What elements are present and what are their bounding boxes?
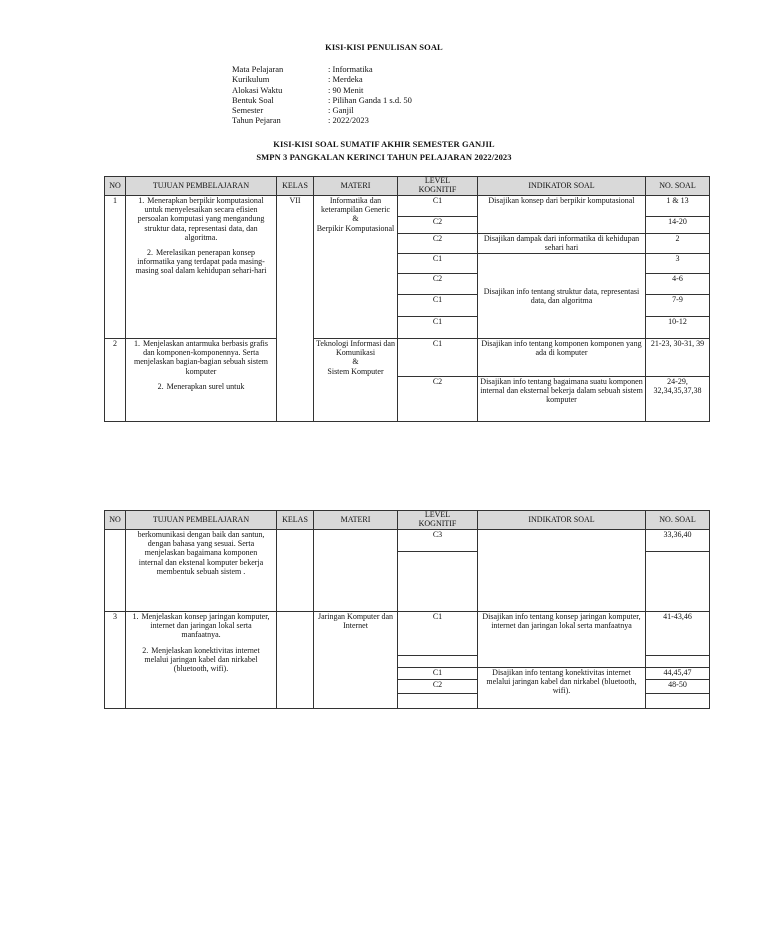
info-value: : Pilihan Ganda 1 s.d. 50 <box>328 94 412 105</box>
header-no: NO <box>105 177 126 196</box>
cell-nosoal: 3 <box>646 254 710 274</box>
table-row <box>105 196 710 217</box>
cell-indikator <box>478 530 646 612</box>
cell-level: C1 <box>398 339 478 377</box>
info-value: : Merdeka <box>328 74 363 85</box>
cell-nosoal <box>646 552 710 612</box>
cell-level: C1 <box>398 668 478 680</box>
cell-no <box>105 530 126 612</box>
cell-tujuan <box>126 196 277 339</box>
info-value: : 90 Menit <box>328 84 364 95</box>
tujuan-item: 2. Merelasikan penerapan konsep informatika yang terdapat pada masing-masing soal dalam kehidupan sehari-hari <box>135 248 267 276</box>
info-label: Tahun Pejaran <box>232 115 281 126</box>
cell-indikator: Disajikan info tentang struktur data, representasi data, dan algoritma <box>478 254 646 339</box>
table-row <box>105 339 710 377</box>
cell-nosoal: 7-9 <box>646 295 710 317</box>
cell-level: C2 <box>398 680 478 694</box>
cell-level: C2 <box>398 217 478 234</box>
cell-nosoal: 48-50 <box>646 680 710 694</box>
info-block <box>232 64 412 126</box>
cell-level: C1 <box>398 295 478 317</box>
info-row <box>232 95 412 105</box>
header-level-line2: KOGNITIF <box>418 185 457 194</box>
tujuan-item: 1. Menjelaskan konsep jaringan komputer, internet dan jaringan lokal serta manfaatnya. <box>132 612 270 640</box>
table-row <box>105 612 710 656</box>
cell-indikator: Disajikan dampak dari informatika di kehidupan sehari hari <box>478 234 646 254</box>
info-label: Semester <box>232 105 264 116</box>
cell-kelas <box>277 612 314 709</box>
header-kelas: KELAS <box>277 177 314 196</box>
tujuan-item: 2. Menjelaskan konektivitas internet melalui jaringan kabel dan nirkabel (bluetooth, wifi). <box>142 645 260 674</box>
cell-level: C1 <box>398 196 478 217</box>
header-no: NO <box>105 511 126 530</box>
cell-nosoal: 4-6 <box>646 274 710 295</box>
cell-indikator: Disajikan konsep dari berpikir komputasional <box>478 196 646 234</box>
info-value: : Ganjil <box>328 105 354 116</box>
header-materi: MATERI <box>314 511 398 530</box>
cell-nosoal: 1 & 13 <box>646 196 710 217</box>
cell-no: 2 <box>105 339 126 422</box>
header-tujuan: TUJUAN PEMBELAJARAN <box>126 511 277 530</box>
header-indikator: INDIKATOR SOAL <box>478 177 646 196</box>
cell-level: C1 <box>398 254 478 274</box>
cell-tujuan: berkomunikasi dengan baik dan santun, dengan bahasa yang sesuai. Serta menjelaskan bagaimana komponen internal dan ekstenal komputer bekerja membentuk sebuah sistem . <box>126 530 277 612</box>
info-label: Mata Pelajaran <box>232 64 284 74</box>
cell-nosoal: 41-43,46 <box>646 612 710 656</box>
cell-indikator: Disajikan info tentang konsep jaringan komputer, internet dan jaringan lokal serta manfaatnya <box>478 612 646 668</box>
header-nosoal: NO. SOAL <box>646 177 710 196</box>
cell-level <box>398 552 478 612</box>
info-value: : Informatika <box>328 64 373 74</box>
cell-nosoal: 44,45,47 <box>646 668 710 680</box>
tujuan-item: 1. Menjelaskan antarmuka berbasis grafis dan komponen-komponennya. Serta menjelaskan bagian-bagian sebuah sistem komputer <box>133 339 269 376</box>
cell-level: C1 <box>398 612 478 656</box>
table-header-row <box>105 511 710 530</box>
kisi-table-1 <box>104 176 710 422</box>
header-kelas: KELAS <box>277 511 314 530</box>
info-label: Alokasi Waktu <box>232 84 283 95</box>
cell-materi: Teknologi Informasi dan Komunikasi & Sistem Komputer <box>314 339 398 422</box>
cell-kelas <box>277 530 314 612</box>
info-row <box>232 85 412 95</box>
cell-materi <box>314 530 398 612</box>
info-row <box>232 74 412 84</box>
cell-level <box>398 694 478 709</box>
header-level-line1: LEVEL <box>424 176 451 186</box>
table-row <box>105 530 710 552</box>
cell-level: C1 <box>398 317 478 339</box>
cell-nosoal <box>646 694 710 709</box>
cell-no: 3 <box>105 612 126 709</box>
cell-kelas: VII <box>277 196 314 422</box>
cell-indikator: Disajikan info tentang komponen komponen yang ada di komputer <box>478 339 646 377</box>
info-row <box>232 115 412 125</box>
tujuan-item: 1. Menerapkan berpikir komputasional untuk menyelesaikan secara efisien persoalan komputasi yang mengandung struktur data, representasi data, dan algoritma. <box>137 196 265 242</box>
info-value: : 2022/2023 <box>328 115 369 126</box>
cell-nosoal <box>646 656 710 668</box>
cell-no: 1 <box>105 196 126 339</box>
table-title: KISI-KISI SOAL SUMATIF AKHIR SEMESTER GANJIL <box>273 139 495 149</box>
cell-level: C2 <box>398 274 478 295</box>
cell-level <box>398 656 478 668</box>
cell-indikator: Disajikan info tentang bagaimana suatu komponen internal dan eksternal bekerja dalam sebuah sistem komputer <box>478 377 646 422</box>
cell-nosoal: 10-12 <box>646 317 710 339</box>
cell-nosoal: 21-23, 30-31, 39 <box>646 339 710 377</box>
cell-level: C3 <box>398 530 478 552</box>
cell-tujuan <box>126 612 277 709</box>
cell-nosoal: 33,36,40 <box>646 530 710 552</box>
cell-indikator: Disajikan info tentang konektivitas internet melalui jaringan kabel dan nirkabel (bluetooth, wifi). <box>478 668 646 709</box>
info-label: Bentuk Soal <box>232 94 274 105</box>
header-level-line1: LEVEL <box>424 510 451 520</box>
cell-level: C2 <box>398 234 478 254</box>
cell-tujuan <box>126 339 277 422</box>
header-materi: MATERI <box>314 177 398 196</box>
document-title: KISI-KISI PENULISAN SOAL <box>325 42 443 52</box>
cell-level: C2 <box>398 377 478 422</box>
cell-nosoal: 2 <box>646 234 710 254</box>
table-subtitle: SMPN 3 PANGKALAN KERINCI TAHUN PELAJARAN 2022/2023 <box>256 152 512 162</box>
header-tujuan: TUJUAN PEMBELAJARAN <box>126 177 277 196</box>
header-level <box>398 177 478 196</box>
info-label: Kurikulum <box>232 74 270 85</box>
cell-nosoal: 24-29, 32,34,35,37,38 <box>646 377 710 422</box>
tujuan-item: 2. Menerapkan surel untuk <box>157 381 245 391</box>
header-nosoal: NO. SOAL <box>646 511 710 530</box>
cell-materi: Informatika dan keterampilan Generic & Berpikir Komputasional <box>314 196 398 339</box>
header-level <box>398 511 478 530</box>
kisi-table-2 <box>104 510 710 709</box>
info-row <box>232 64 412 74</box>
header-level-line2: KOGNITIF <box>418 519 457 528</box>
cell-nosoal: 14-20 <box>646 217 710 234</box>
info-row <box>232 105 412 115</box>
header-indikator: INDIKATOR SOAL <box>478 511 646 530</box>
table-header-row <box>105 177 710 196</box>
cell-materi: Jaringan Komputer dan Internet <box>314 612 398 709</box>
